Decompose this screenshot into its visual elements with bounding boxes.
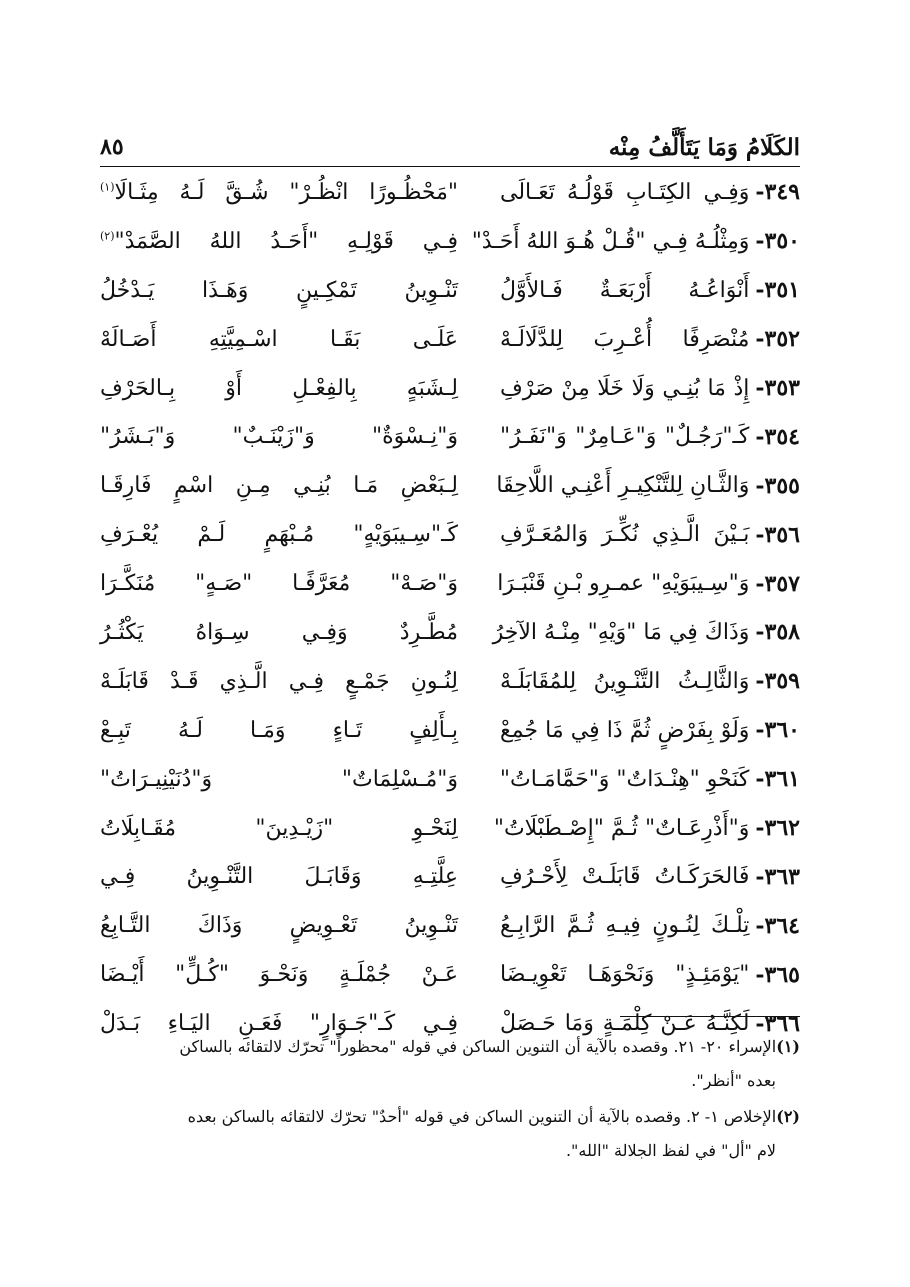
hemistich-second-text: كَـ"سِـيبَوَيْهٍ" مُـبْهَمٍ لَـمْ يُعْـرَفِ [100,522,458,548]
verse-line [100,461,800,510]
verse-number: ٣٦٣- [755,863,800,890]
verse-first-half [500,277,800,303]
verse-first-half [500,522,800,548]
verse-number: ٣٥٨- [755,619,800,646]
verse-number: ٣٥١- [755,277,800,304]
verse-number: ٣٦٢- [755,815,800,842]
footnote [100,1100,800,1168]
verse-number: ٣٦٥- [755,961,800,988]
hemistich-second [100,229,458,254]
verse-line [100,266,800,315]
hemistich-first: تِلْـكَ لِنُـونٍ فِيـهِ ثُـمَّ الرَّابِـعُ [500,913,750,939]
footnote-separator [620,1016,800,1017]
hemistich-second [100,522,458,547]
verse-number: ٣٥٣- [755,375,800,401]
hemistich-first: وَ"أَذْرِعَـاتٌ" ثُـمَّ "إِصْـطَبْلَاتُ" [493,815,750,841]
footnote-text-continued: لام "أل" في لفظ الجلالة "الله". [565,1141,776,1160]
verse-line [100,706,800,755]
verse-line [100,950,800,999]
hemistich-first: وَالثَّالِـثُ التَّنْـوِينُ لِلمُقَابَلَـهْ [500,668,750,694]
verse-first-half [500,717,800,743]
hemistich-second [100,816,458,841]
hemistich-second [100,718,458,743]
hemistich-second [100,620,458,645]
hemistich-second-text: بِـأَلِفٍ تَـاءٍ وَمَـا لَـهُ تَبِـعْ [100,717,458,743]
hemistich-first: كَـ"رَجُـلٌ" وَ"عَـامِرٌ" وَ"نَفَـرُ" [500,424,750,450]
footnote-text: الإسراء ٢٠- ٢١. وقصده بالآية أن التنوين الساكن في قوله "محظوراً" تحرّك لالتقائه بالساكن [179,1037,777,1056]
hemistich-first: وَ"سِـيبَوَيْهِ" عمـرِو بْـنِ قَنْبَـرَا [497,571,750,597]
hemistich-first: كَنَحْوِ "هِنْـدَاتٌ" وَ"حَمَّامَـاتُ" [499,766,750,792]
hemistich-first: وَمِثْلُـهُ فِـي "قُـلْ هُـوَ اللهُ أَحَـدْ" [471,228,750,254]
verse-line [100,852,800,901]
hemistich-first: وَذَاكَ فِي مَا "وَيْهِ" مِنْـهُ الآخِرُ [492,619,750,645]
verse-first-half [471,228,800,255]
hemistich-first: وَالثَّـانِ لِلتَّنْكِيـرِ أَعْنِـي اللَّاحِقَا [496,473,750,499]
verse-first-half [493,815,800,842]
verse-number: ٣٥٩- [755,668,800,695]
hemistich-first: "يَوْمَئِـذٍ" وَنَحْوَهَـا تَعْوِيـضَا [500,962,750,988]
hemistich-second [100,180,458,205]
hemistich-second-text: لِنُـونِ جَمْـعٍ فِـي الَّـذِي قَـدْ قَابَلَـهْ [100,668,458,694]
verse-first-half [500,962,800,988]
verse-number: ٣٥٦- [755,521,800,548]
hemistich-first: وَلَوْ بِفَرْضٍ ثُمَّ ذَا فِي مَا جُمِعْ [500,717,750,743]
hemistich-second-text: مُطَّـرِدٌ وَفِـي سِـوَاهُ يَكْثُـرُ [100,619,458,645]
verse-first-half [500,179,800,205]
hemistich-second [100,424,458,449]
verse-line [100,315,800,364]
hemistich-second-text: وَ"صَـهْ" مُعَرَّفًـا "صَـهٍ" مُنَكَّـرَا [100,571,458,597]
verse-line [100,168,800,217]
hemistich-second-text: وَ"مُـسْلِمَاتٌ" وَ"دُنَيْنِيـرَاتُ" [100,766,458,792]
verse-line [100,364,800,413]
hemistich-second-text: تَنْـوِينُ تَمْكِـينٍ وَهَـذَا يَـدْخُلُ [100,277,458,303]
verse-line [100,608,800,657]
verse-number: ٣٦٦- [755,1010,800,1037]
verse-line [100,217,800,266]
verse-first-half [497,570,800,597]
hemistich-first: بَـيْنَ الَّـذِي نُكِّـرَ وَالمُعَـرَّفِ [500,522,750,548]
hemistich-first: إِذْ مَا بُنِـي وَلَا خَلَا مِنْ صَرْفِ [500,375,750,401]
hemistich-second [100,327,458,352]
hemistich-second [100,571,458,596]
hemistich-second-text: عَلَـى بَقَـا اسْـمِيَّتِهِ أَصَـالَهْ [100,326,458,352]
verse-first-half [500,913,800,939]
hemistich-second-text: عِلَّتِـهِ وَقَابَـلَ التَّنْـوِينُ فِـي [100,864,458,890]
verse-first-half [500,424,800,450]
verse-number: ٣٦٠- [755,717,800,744]
verse-first-half [500,864,800,890]
verse-first-half [500,668,800,694]
hemistich-second-text: لِنَحْـوِ "زَيْـدِينَ" مُقَـابِلَاتُ [100,815,458,841]
footnotes [100,1030,800,1170]
footnote-marker: (١) [776,1037,800,1056]
hemistich-second-text: "مَحْظُـورًا انْظُـرْ" شُـقَّ لَـهُ مِثَـالَا [114,179,458,205]
verse-first-half [496,472,800,499]
verse-first-half [492,619,800,646]
hemistich-second [100,767,458,792]
footnote-text-continued: بعده "أنظر". [691,1071,776,1090]
verse-number: ٣٦١- [755,766,800,793]
footnote-marker: (٢) [776,1107,800,1126]
hemistich-second [100,669,458,694]
hemistich-second-text: فِـي قَوْلِـهِ "أَحَـدُ اللهُ الصَّمَدْ" [114,228,458,254]
verse-line [100,901,800,950]
verse-line [100,510,800,559]
hemistich-first: مُنْصَرِفًا أُعْـرِبَ لِلدَّلَالَـهْ [500,326,750,352]
hemistich-second-text: وَ"نِـسْوَةٌ" وَ"زَيْنَـبٌ" وَ"بَـشَرُ" [100,424,458,450]
footnote-text: الإخلاص ١- ٢. وقصده بالآية أن التنوين الساكن في قوله "أحدٌ" تحرّك لالتقائه بالساكن بعده [187,1107,777,1126]
hemistich-first: وَفِـي الكِتَـابِ قَوْلُـهُ تَعَـالَى [500,179,750,205]
running-head [100,128,800,167]
verse-first-half [500,326,800,352]
verse-number: ٣٥٤- [755,423,800,450]
hemistich-second [100,913,458,938]
footnote-reference: (٢) [100,229,115,243]
hemistich-first: لَكِنَّـهُ عَـنْ كِلْمَـةٍ وَمَا حَـصَلْ [500,1011,750,1037]
footnote-reference: (١) [100,180,115,194]
chapter-title: الكَلَامُ وَمَا يَتَأَلَّفُ مِنْه [608,133,800,161]
verse-number: ٣٤٩- [755,179,800,206]
hemistich-second-text: عَـنْ جُمْلَـةٍ وَنَحْـوَ "كُـلٍّ" أَيْـضَا [100,962,458,988]
page-number: ٨٥ [100,134,124,160]
hemistich-second [100,864,458,889]
hemistich-second [100,376,458,401]
verse-number: ٣٥٠- [755,228,800,255]
verse-line [100,804,800,853]
hemistich-second-text: لِـشَبَهٍ بِالفِعْـلِ أَوْ بِـالحَرْفِ [100,375,458,401]
verse-line [100,559,800,608]
verse-line [100,657,800,706]
verse-number: ٣٥٢- [755,326,800,353]
hemistich-second [100,278,458,303]
hemistich-second [100,962,458,987]
verse-line [100,755,800,804]
hemistich-second [100,473,458,498]
hemistich-first: أَنْوَاعُـهُ أَرْبَعَـةٌ فَـالأَوَّلُ [500,277,750,303]
hemistich-second-text: تَنْـوِينُ تَعْـوِيضٍ وَذَاكَ التَّـابِعُ [100,913,458,939]
hemistich-first: فَالحَرَكَـاتُ قَابَلَـتْ لِأَحْـرُفِ [500,864,750,890]
verse-first-half [500,375,800,401]
verse-number: ٣٥٥- [755,472,800,499]
hemistich-second-text: لِـبَعْضِ مَـا بُنِـي مِـنِ اسْمٍ فَارِقَـا [100,473,458,499]
footnote [100,1030,800,1098]
verse-number: ٣٦٤- [755,912,800,939]
verse-first-half [500,766,800,792]
verse-line [100,412,800,461]
verse-number: ٣٥٧- [755,570,800,597]
hemistich-second-text: فِـي كَـ"جَـوَارٍ" فَعَـنِ اليَـاءِ بَـدَلْ [100,1011,458,1037]
poem-verses [100,168,800,1048]
